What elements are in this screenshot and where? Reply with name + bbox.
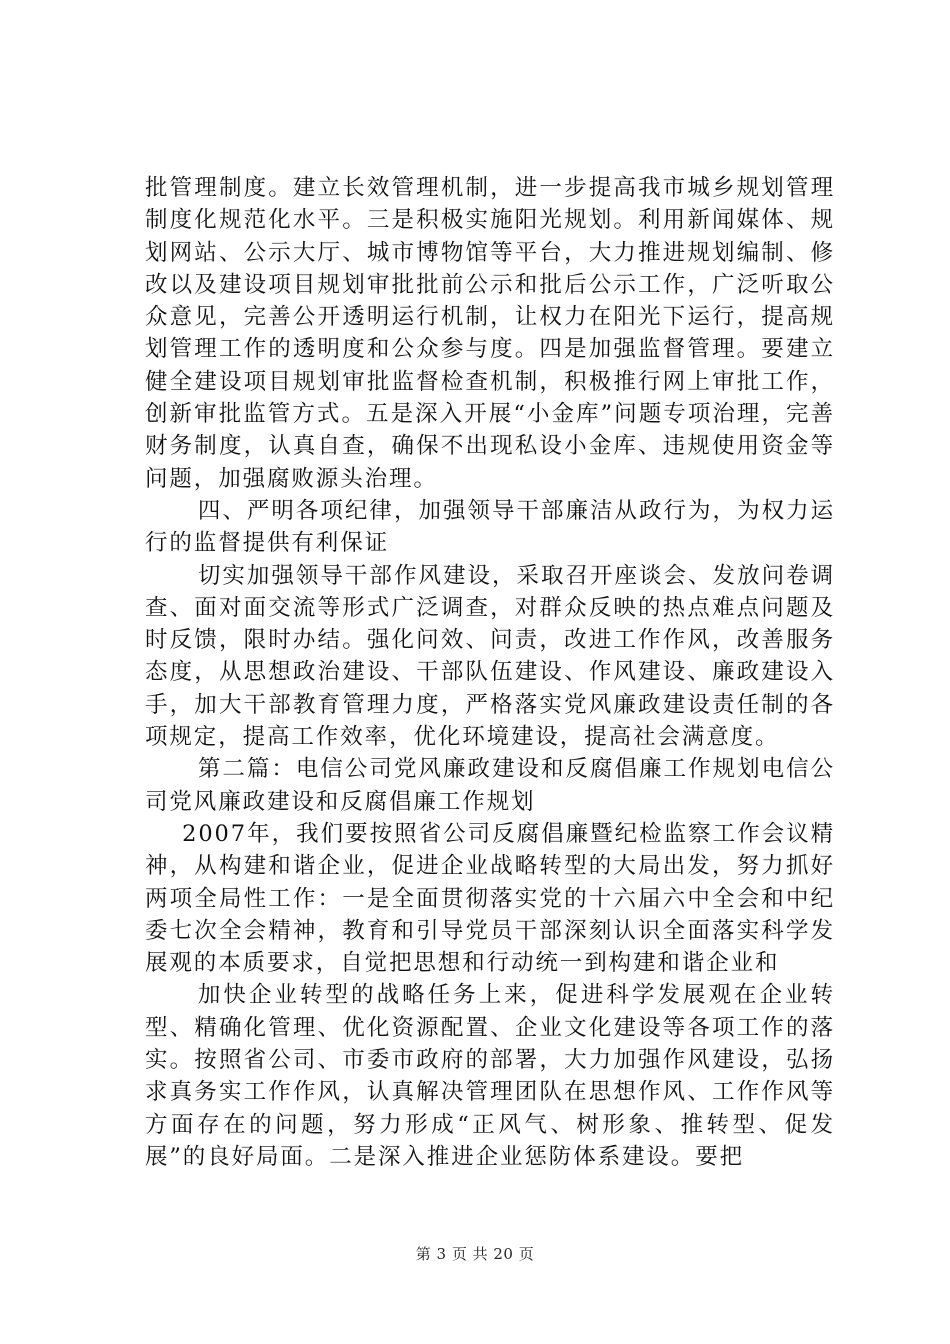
chapter-title-2: 第二篇：电信公司党风廉政建设和反腐倡廉工作规划电信公司党风廉政建设和反腐倡廉工作规划 [145, 756, 835, 815]
page-footer: 第 3 页 共 20 页 [415, 1245, 535, 1263]
paragraph-5: 2007年，我们要按照省公司反腐倡廉暨纪检监察工作会议精神，从构建和谐企业，促进企业战略转型的大局出发，努力抓好两项全局性工作：一是全面贯彻落实党的十六届六中全会和中纪委七次全会精神，教育和引导党员干部深刻认识全面落实科学发展观的本质要求，自觉把思想和行动统一到构建和谐企业和 [145, 820, 835, 977]
paragraph-6: 加快企业转型的战略任务上来，促进科学发展观在企业转型、精确化管理、优化资源配置、企业文化建设等各项工作的落实。按照省公司、市委市政府的部署，大力加强作风建设，弘扬求真务实工作作风，认真解决管理团队在思想作风、工作作风等方面存在的问题，努力形成“正风气、树形象、推转型、促发展”的良好局面。二是深入推进企业惩防体系建设。要把 [145, 982, 835, 1170]
section-heading-4: 四、严明各项纪律，加强领导干部廉洁从政行为，为权力运行的监督提供有利保证 [145, 497, 835, 557]
paragraph-3: 切实加强领导干部作风建设，采取召开座谈会、发放问卷调查、面对面交流等形式广泛调查，对群众反映的热点难点问题及时反馈，限时办结。强化问效、问责，改进工作作风，改善服务态度，从思想政治建设、干部队伍建设、作风建设、廉政建设入手，加大干部教育管理力度，严格落实党风廉政建设责任制的各项规定，提高工作效率，优化环境建设，提高社会满意度。 [145, 562, 835, 751]
document-body [145, 172, 835, 1173]
paragraph-1: 批管理制度。建立长效管理机制，进一步提高我市城乡规划管理制度化规范化水平。三是积极实施阳光规划。利用新闻媒体、规划网站、公示大厅、城市博物馆等平台，大力推进规划编制、修改以及建设项目规划审批批前公示和批后公示工作，广泛听取公众意见，完善公开透明运行机制，让权力在阳光下运行，提高规划管理工作的透明度和公众参与度。四是加强监督管理。要建立健全建设项目规划审批监督检查机制，积极推行网上审批工作，创新审批监管方式。五是深入开展“小金库”问题专项治理，完善财务制度，认真自查，确保不出现私设小金库、违规使用资金等问题，加强腐败源头治理。 [145, 175, 835, 492]
